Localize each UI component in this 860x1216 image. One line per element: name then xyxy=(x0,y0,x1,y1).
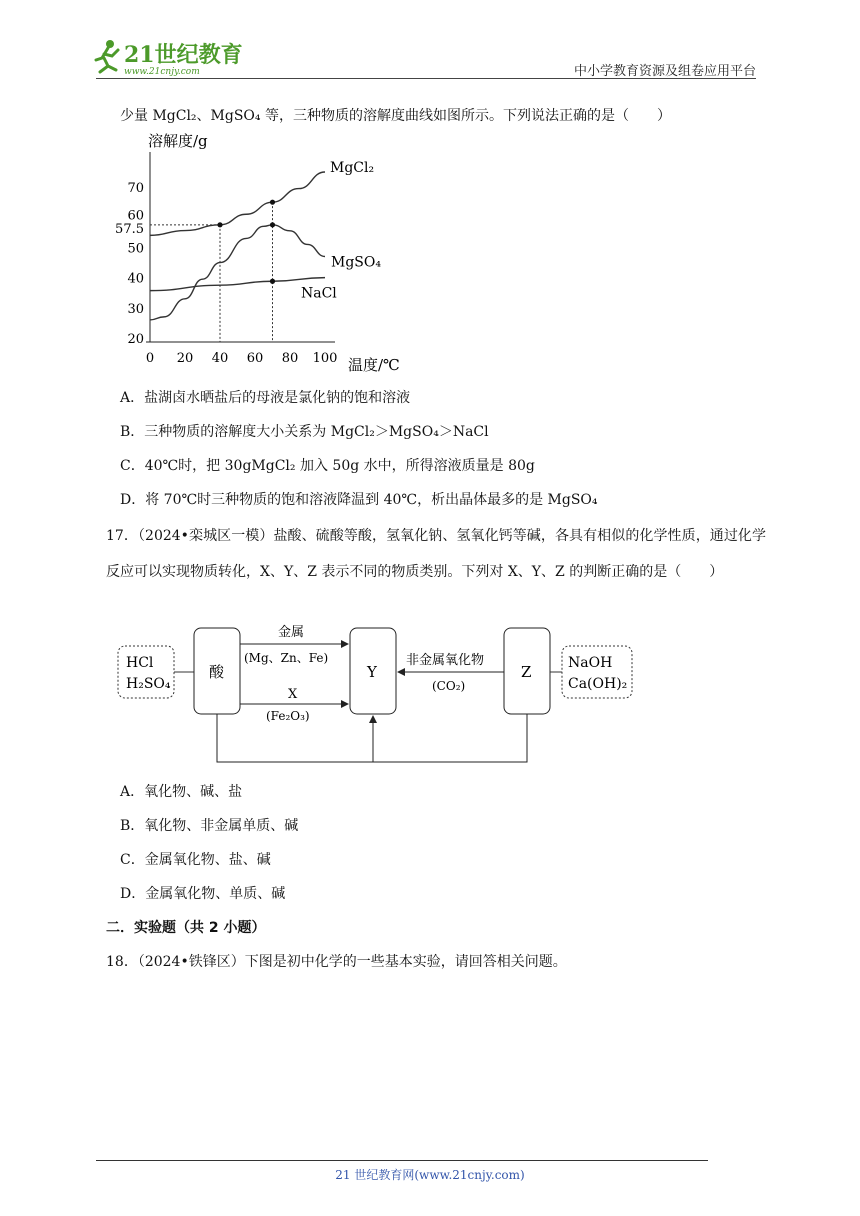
chart-tick-labels xyxy=(115,181,337,366)
x-axis-label: 温度/℃ xyxy=(348,356,400,374)
y-tick-label: 20 xyxy=(127,332,144,347)
q17-option-d: D．金属氧化物、单质、碱 xyxy=(120,886,286,902)
series-line-0 xyxy=(150,172,325,235)
q16-option-a: A．盐湖卤水晒盐后的母液是氯化钠的饱和溶液 xyxy=(120,390,411,406)
x-arrow-label: X xyxy=(288,687,298,702)
nonmetal-oxide-sub: (CO₂) xyxy=(432,679,466,693)
footer-divider xyxy=(96,1160,708,1161)
data-point-1 xyxy=(270,200,275,205)
data-point-0 xyxy=(217,222,222,227)
header-platform-text: 中小学教育资源及组卷应用平台 xyxy=(573,64,756,79)
logo-main-text: 21世纪教育 xyxy=(124,42,243,68)
solubility-chart xyxy=(110,132,420,377)
header-divider xyxy=(96,78,756,79)
y-tick-label: 50 xyxy=(127,241,144,257)
q17-stem: 17．（2024•栾城区一模）盐酸、硫酸等酸，氢氧化钠、氢氧化钙等碱，各具有相似的化学性质，通过化学反应可以实现物质转化，X、Y、Z 表示不同的物质类别。下列对 X、Y、Z 的判断正确的是（ ） xyxy=(106,528,766,580)
metal-arrow-sub: (Mg、Zn、Fe) xyxy=(244,651,329,665)
y-tick-label: 30 xyxy=(127,301,144,317)
y-tick-label: 57.5 xyxy=(115,221,144,237)
footer-site-text: 21 世纪教育网(www.21cnjy.com) xyxy=(335,1168,525,1182)
acid-example-hcl: HCl xyxy=(126,655,154,671)
data-point-2 xyxy=(270,222,275,227)
q17-option-c: C．金属氧化物、盐、碱 xyxy=(120,852,271,868)
metal-arrow-label: 金属 xyxy=(278,625,305,640)
y-axis-label: 溶解度/g xyxy=(148,132,208,150)
y-tick-label: 60 xyxy=(127,208,144,224)
chart-series xyxy=(150,172,325,320)
y-label: Y xyxy=(367,663,377,681)
series-label-2: NaCl xyxy=(301,285,337,302)
y-tick-label: 40 xyxy=(127,271,144,287)
q16-option-b: B．三种物质的溶解度大小关系为 MgCl₂＞MgSO₄＞NaCl xyxy=(120,424,489,440)
x-tick-label: 80 xyxy=(281,351,299,366)
nonmetal-oxide-label: 非金属氧化物 xyxy=(406,653,485,668)
q16-option-c: C．40℃时，把 30gMgCl₂ 加入 50g 水中，所得溶液质量是 80g xyxy=(120,458,535,474)
section-heading-experiments: 二．实验题（共 2 小题） xyxy=(106,920,266,936)
series-line-1 xyxy=(150,225,325,320)
q16-stem-tail: 少量 MgCl₂、MgSO₄ 等，三种物质的溶解度曲线如图所示。下列说法正确的是（ ） xyxy=(120,108,671,124)
acid-label: 酸 xyxy=(209,663,225,681)
q18-stem: 18．（2024•铁锋区）下图是初中化学的一些基本实验，请回答相关问题。 xyxy=(106,954,567,970)
logo-url-text: www.21cnjy.com xyxy=(124,67,200,77)
chart-points xyxy=(217,200,275,284)
q17-option-b: B．氧化物、非金属单质、碱 xyxy=(120,818,299,834)
chart-axes xyxy=(146,152,335,342)
acid-example-h2so4: H₂SO₄ xyxy=(126,676,171,692)
bottom-loop-line xyxy=(217,714,527,762)
runner-icon xyxy=(96,40,118,72)
y-tick-label: 70 xyxy=(127,181,144,197)
x-tick-label: 20 xyxy=(176,351,194,366)
x-tick-label: 40 xyxy=(211,351,229,366)
data-point-3 xyxy=(270,279,275,284)
series-label-0: MgCl₂ xyxy=(330,160,375,176)
x-tick-label: 60 xyxy=(246,351,264,366)
q16-option-d: D．将 70℃时三种物质的饱和溶液降温到 40℃，析出晶体最多的是 MgSO₄ xyxy=(120,492,598,508)
series-label-1: MgSO₄ xyxy=(331,254,381,271)
series-line-2 xyxy=(150,278,325,291)
x-tick-label: 100 xyxy=(312,351,338,366)
chart-series-labels xyxy=(301,160,381,302)
base-example-naoh: NaOH xyxy=(568,655,613,671)
site-logo xyxy=(94,36,264,78)
x-arrow-sub: (Fe₂O₃) xyxy=(266,709,310,723)
q17-option-a: A．氧化物、碱、盐 xyxy=(120,784,243,800)
conversion-diagram xyxy=(114,620,638,770)
base-example-caoh2: Ca(OH)₂ xyxy=(568,676,628,692)
z-label: Z xyxy=(521,663,532,681)
x-tick-label: 0 xyxy=(145,351,155,366)
